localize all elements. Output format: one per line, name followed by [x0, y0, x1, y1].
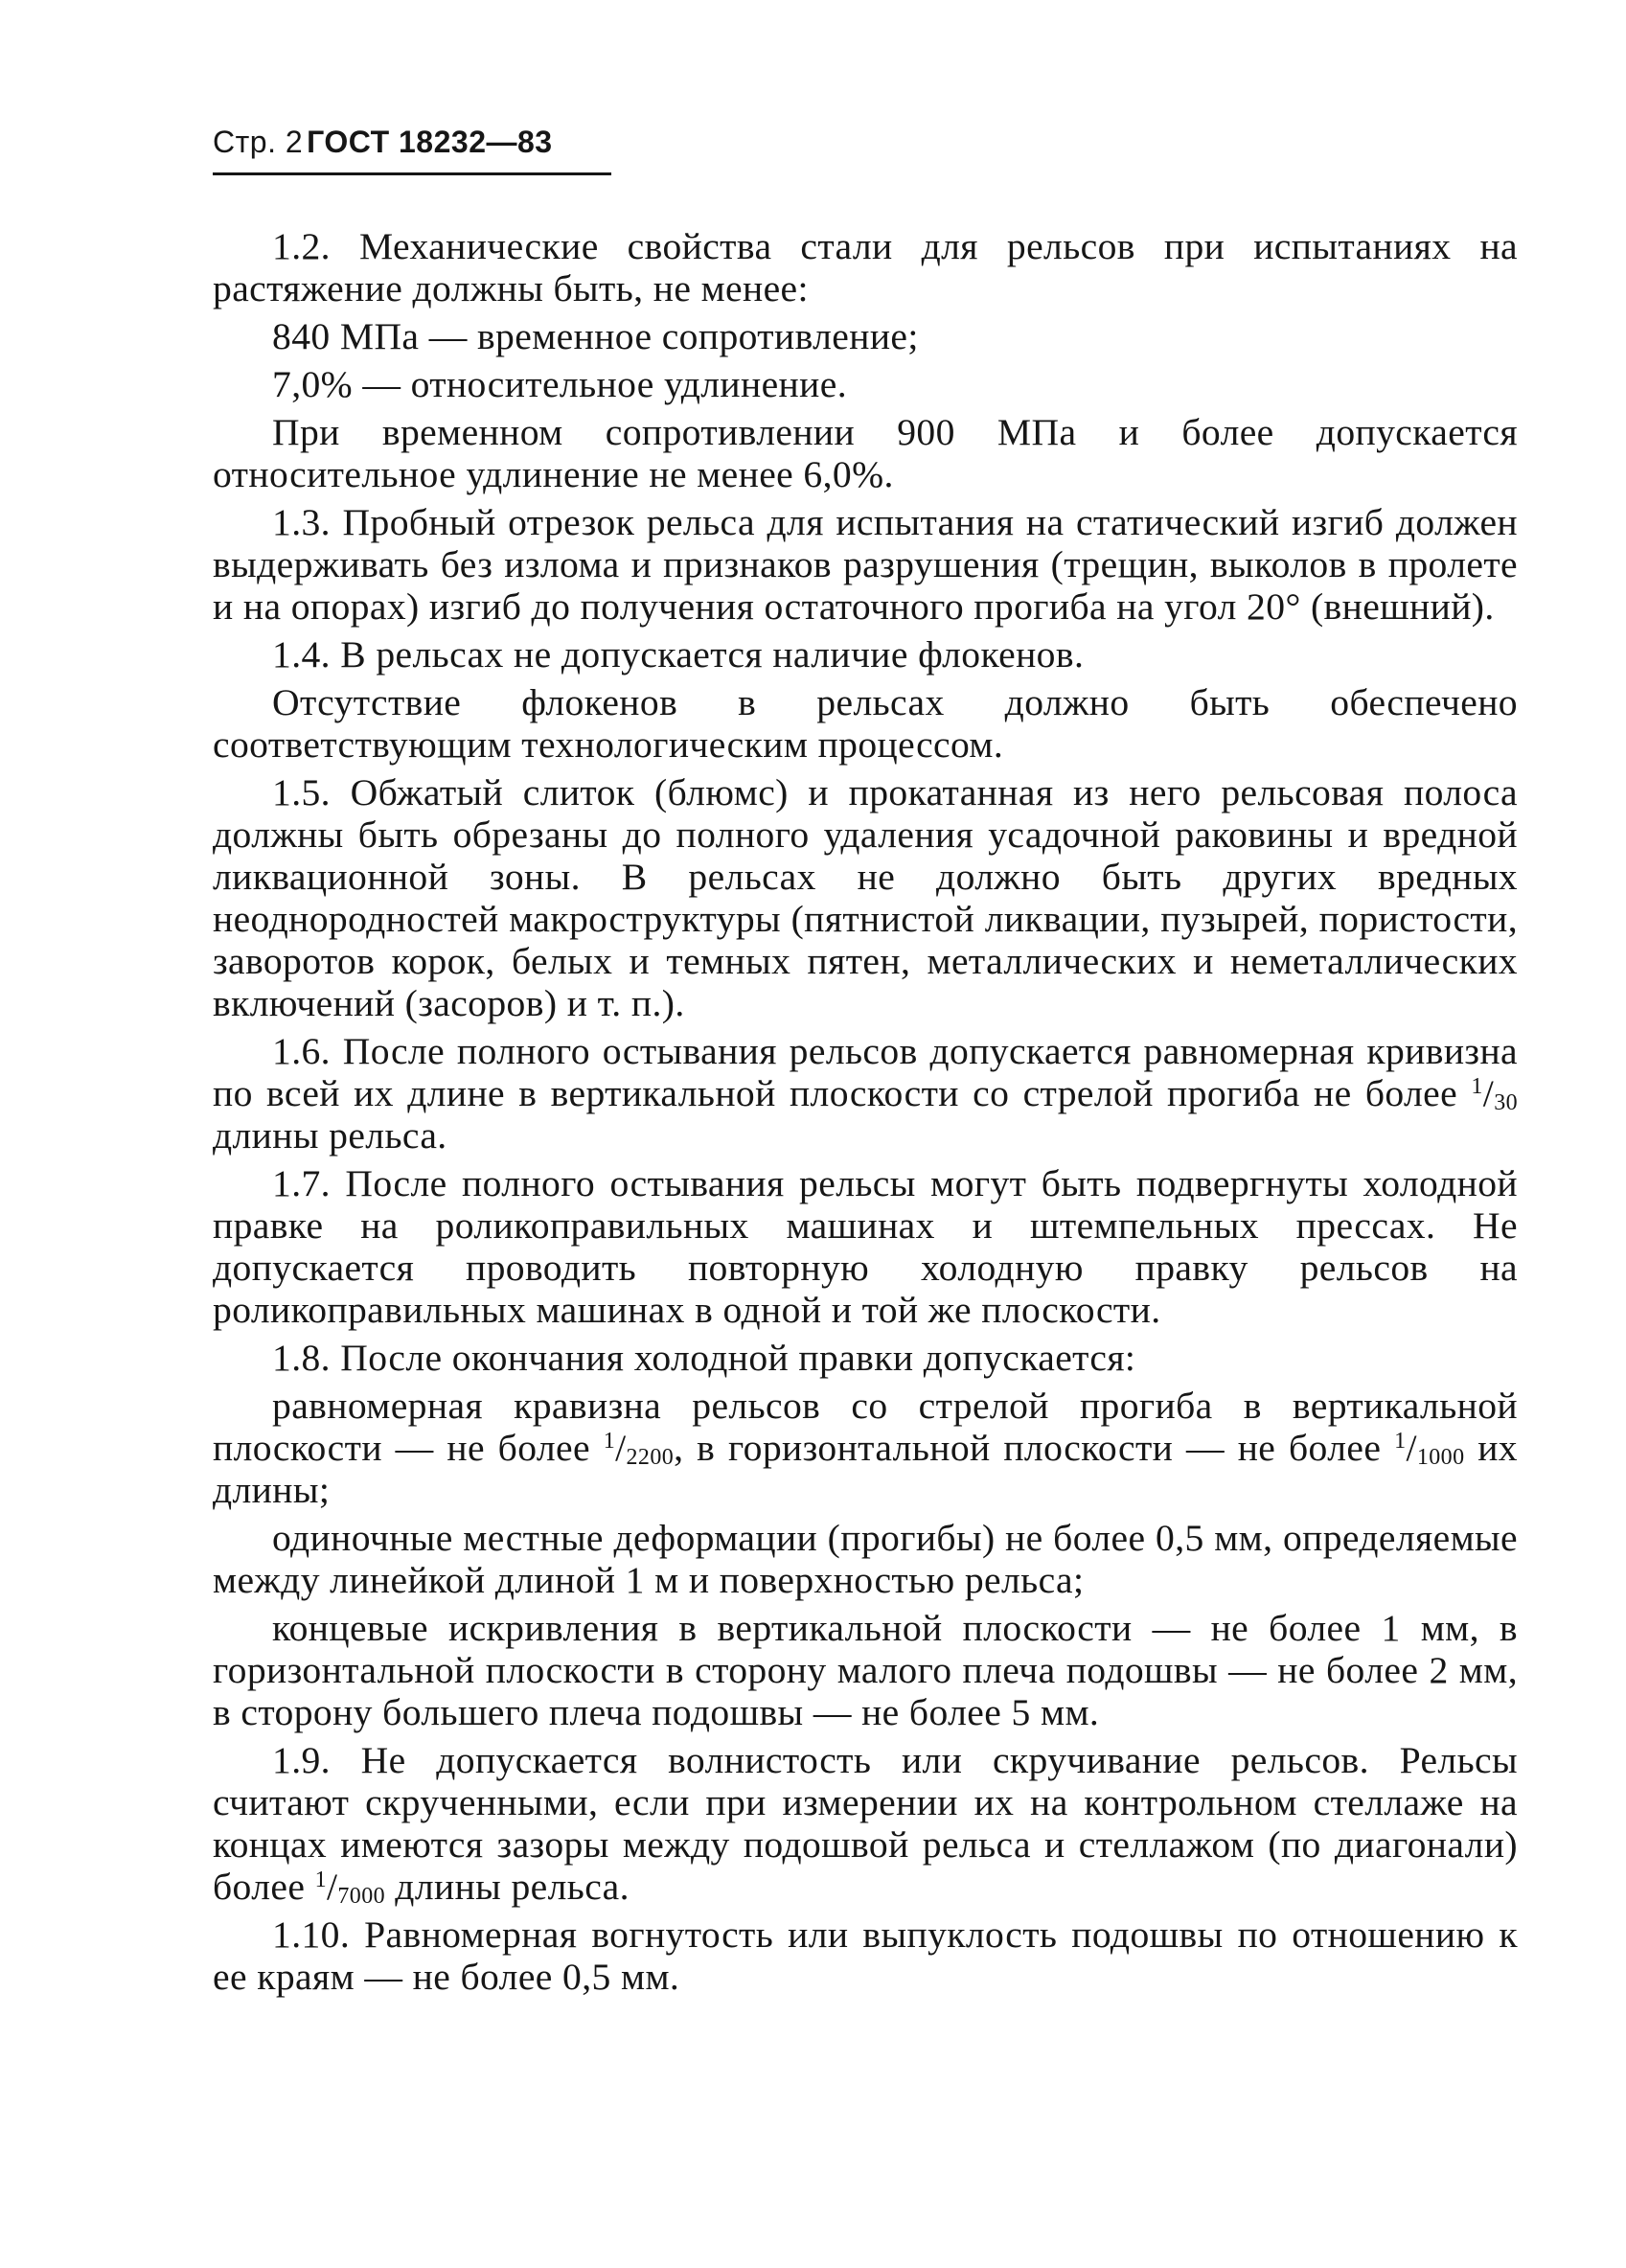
paragraph-1-6: 1.6. После полного остывания рельсов допускается равномерная кривизна по всей их длине в вертикальной плоскости со стрелой прогиба не более $^1/_{30}$ длины рельса. — [213, 1030, 1518, 1157]
paragraph-elongation-exception: При временном сопротивлении 900 МПа и более допускается относительное удлинение не менее 6,0%. — [213, 411, 1518, 495]
paragraph-elongation: 7,0% — относительное удлинение. — [272, 363, 847, 405]
paragraph-tensile-strength: 840 МПа — временное сопротивление; — [272, 315, 919, 357]
paragraph-1-7: 1.7. После полного остывания рельсы могут быть подвергнуты холодной правке на роликоправильных машинах и штемпельных прессах. Не допускается проводить повторную холодную правку рельсов на роликоправильных машинах в одной и той же плоскости. — [213, 1162, 1518, 1331]
paragraph-1-4: 1.4. В рельсах не допускается наличие флокенов. — [272, 633, 1085, 676]
paragraph-1-5: 1.5. Обжатый слиток (блюмс) и прокатанная из него рельсовая полоса должны быть обрезаны до полного удаления усадочной раковины и вредной ликвационной зоны. В рельсах не должно быть других вредных неоднородностей макроструктуры (пятнистой ликвации, пузырей, пористости, заворотов корок, белых и темных пятен, металлических и неметаллических включений (засоров) и т. п.). — [213, 771, 1518, 1024]
paragraph-1-2: 1.2. Механические свойства стали для рельсов при испытаниях на растяжение должны быть, не менее: — [213, 225, 1518, 309]
page-label: Стр. 2 — [213, 125, 304, 159]
document-body — [213, 225, 1518, 2004]
paragraph-1-10: 1.10. Равномерная вогнутость или выпуклость подошвы по отношению к ее краям — не более 0,5 мм. — [213, 1913, 1518, 1998]
paragraph-1-8: 1.8. После окончания холодной правки допускается: — [272, 1337, 1136, 1379]
standard-number: ГОСТ 18232—83 — [307, 125, 553, 159]
paragraph-1-9: 1.9. Не допускается волнистость или скручивание рельсов. Рельсы считают скрученными, если при измерении их на контрольном стеллаже на концах имеются зазоры между подошвой рельса и стеллажом (по диагонали) более $^1/_{7000}$ длины рельса. — [213, 1739, 1518, 1909]
paragraph-local-deformations: одиночные местные деформации (прогибы) не более 0,5 мм, определяемые между линейкой длиной 1 м и поверхностью рельса; — [213, 1517, 1518, 1601]
paragraph-end-bends: концевые искривления в вертикальной плоскости — не более 1 мм, в горизонтальной плоскости в сторону малого плеча подошвы — не более 2 мм, в сторону большего плеча подошвы — не более 5 мм. — [213, 1607, 1518, 1733]
paragraph-curvature: равномерная кравизна рельсов со стрелой прогиба в вертикальной плоскости — не более $^1/_{2200}$, в горизонтальной плоскости — не более $^1/_{1000}$ их длины; — [213, 1385, 1518, 1511]
paragraph-1-3: 1.3. Пробный отрезок рельса для испытания на статический изгиб должен выдерживать без излома и признаков разрушения (трещин, выколов в пролете и на опорах) изгиб до получения остаточного прогиба на угол 20° (внешний). — [213, 501, 1518, 628]
page-header — [213, 125, 553, 160]
paragraph-flakes: Отсутствие флокенов в рельсах должно быть обеспечено соответствующим технологическим процессом. — [213, 681, 1518, 766]
header-divider — [213, 172, 611, 175]
